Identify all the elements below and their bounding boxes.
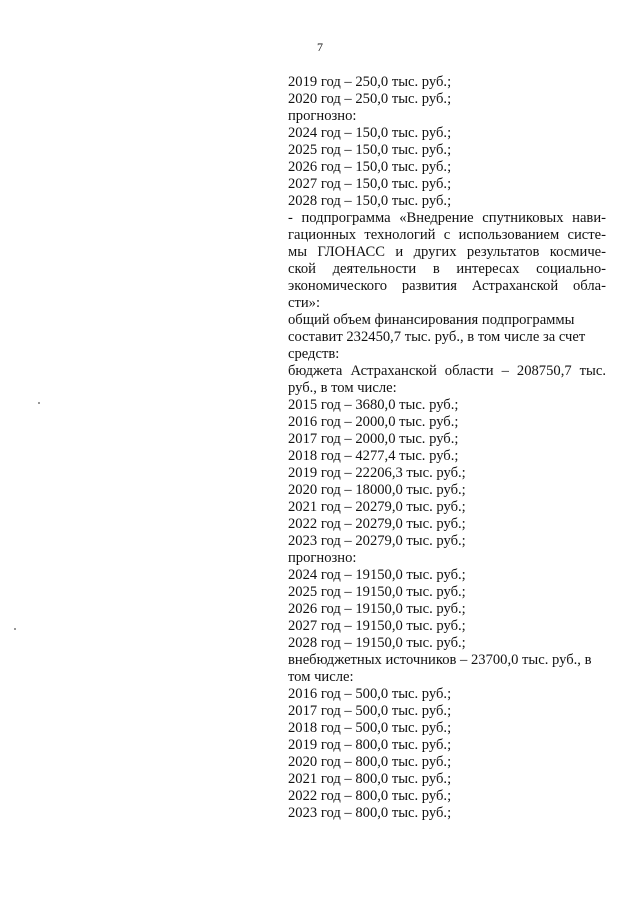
text-line: ской деятельности в интересах социально-: [288, 261, 606, 277]
text-line: руб., в том числе:: [288, 380, 397, 396]
text-line: общий объем финансирования подпрограммы: [288, 312, 575, 328]
text-line: составит 232450,7 тыс. руб., в том числе за счет: [288, 329, 586, 345]
text-line: 2017 год – 500,0 тыс. руб.;: [288, 703, 452, 719]
text-line: мы ГЛОНАСС и других результатов космиче-: [288, 244, 606, 260]
text-line: гационных технологий с использованием систе-: [288, 227, 606, 243]
text-line: 2020 год – 800,0 тыс. руб.;: [288, 754, 452, 770]
text-line: 2022 год – 20279,0 тыс. руб.;: [288, 516, 466, 532]
text-line: 2027 год – 19150,0 тыс. руб.;: [288, 618, 466, 634]
text-line: прогнозно:: [288, 550, 357, 566]
text-line: 2019 год – 22206,3 тыс. руб.;: [288, 465, 466, 481]
text-line: 2026 год – 19150,0 тыс. руб.;: [288, 601, 466, 617]
text-line: 2021 год – 800,0 тыс. руб.;: [288, 771, 452, 787]
document-text-column: [288, 74, 606, 822]
text-line: 2015 год – 3680,0 тыс. руб.;: [288, 397, 459, 413]
text-line: 2022 год – 800,0 тыс. руб.;: [288, 788, 452, 804]
text-line: сти»:: [288, 295, 321, 311]
text-line: внебюджетных источников – 23700,0 тыс. руб., в: [288, 652, 592, 668]
text-line: 2019 год – 250,0 тыс. руб.;: [288, 74, 452, 90]
text-line: средств:: [288, 346, 340, 362]
text-line: бюджета Астраханской области – 208750,7 тыс.: [288, 363, 606, 379]
text-line: 2020 год – 250,0 тыс. руб.;: [288, 91, 452, 107]
text-line: 2021 год – 20279,0 тыс. руб.;: [288, 499, 466, 515]
text-line: 2028 год – 19150,0 тыс. руб.;: [288, 635, 466, 651]
text-line: 2027 год – 150,0 тыс. руб.;: [288, 176, 452, 192]
text-line: 2016 год – 2000,0 тыс. руб.;: [288, 414, 459, 430]
text-line: 2017 год – 2000,0 тыс. руб.;: [288, 431, 459, 447]
text-line: 2024 год – 150,0 тыс. руб.;: [288, 125, 452, 141]
text-line: 2018 год – 4277,4 тыс. руб.;: [288, 448, 459, 464]
text-line: том числе:: [288, 669, 354, 685]
text-line: 2025 год – 19150,0 тыс. руб.;: [288, 584, 466, 600]
text-line: 2028 год – 150,0 тыс. руб.;: [288, 193, 452, 209]
scan-speck: [38, 402, 40, 404]
scan-speck: [14, 628, 16, 630]
text-line: 2016 год – 500,0 тыс. руб.;: [288, 686, 452, 702]
text-line: 2026 год – 150,0 тыс. руб.;: [288, 159, 452, 175]
text-line: 2019 год – 800,0 тыс. руб.;: [288, 737, 452, 753]
text-line: прогнозно:: [288, 108, 357, 124]
text-line: 2024 год – 19150,0 тыс. руб.;: [288, 567, 466, 583]
text-line: экономического развития Астраханской обла-: [288, 278, 606, 294]
text-line: - подпрограмма «Внедрение спутниковых нави-: [288, 210, 606, 226]
text-line: 2025 год – 150,0 тыс. руб.;: [288, 142, 452, 158]
text-line: 2023 год – 20279,0 тыс. руб.;: [288, 533, 466, 549]
text-line: 2020 год – 18000,0 тыс. руб.;: [288, 482, 466, 498]
page-number: 7: [317, 40, 323, 54]
text-line: 2018 год – 500,0 тыс. руб.;: [288, 720, 452, 736]
text-line: 2023 год – 800,0 тыс. руб.;: [288, 805, 452, 821]
